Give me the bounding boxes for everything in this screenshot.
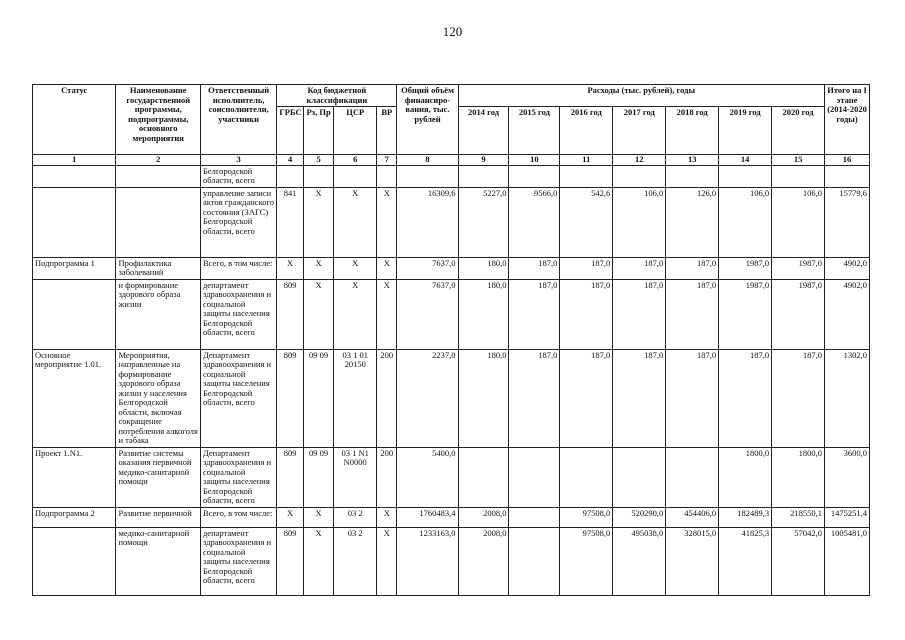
year-value-cell: 180,0 [458,257,509,279]
csr-cell: Х [334,279,377,349]
column-number: 2 [116,155,201,166]
total-stage-cell: 1005481,0 [825,527,870,595]
column-number-row [33,155,870,166]
status-cell: Проект 1.N1. [33,447,116,507]
total-stage-cell: 1475251,4 [825,507,870,527]
rz-pr-cell: Х [303,279,334,349]
header-year: 2020 год [772,107,825,155]
header-status: Статус [33,85,116,155]
csr-cell: Х [334,187,377,257]
vr-cell: 200 [377,349,397,447]
header-budget-code: Код бюджетной классификации [277,85,397,107]
header-responsible: Ответственный исполнитель, соисполнители, участники [200,85,276,155]
status-cell [33,165,116,187]
csr-cell: Х [334,257,377,279]
header-csr: ЦСР [334,107,377,155]
year-value-cell [560,447,613,507]
year-value-cell: 187,0 [666,349,719,447]
name-cell: медико-санитарной помощи [116,527,201,595]
year-value-cell: 187,0 [719,349,772,447]
rz-pr-cell: Х [303,507,334,527]
budget-table [32,84,870,596]
year-value-cell [509,165,560,187]
year-value-cell: 97508,0 [560,507,613,527]
rz-pr-cell: Х [303,527,334,595]
table-row [33,507,870,527]
csr-cell [334,165,377,187]
rz-pr-cell: Х [303,257,334,279]
year-value-cell: 187,0 [613,257,666,279]
name-cell: Профилактика заболеваний [116,257,201,279]
total-volume-cell: 16309,6 [397,187,458,257]
grbs-cell: Х [277,257,303,279]
column-number: 13 [666,155,719,166]
name-cell: Развитие системы оказания первичной медико-санитарной помощи [116,447,201,507]
vr-cell: Х [377,187,397,257]
vr-cell: Х [377,527,397,595]
year-value-cell: 97508,0 [560,527,613,595]
year-value-cell: 9566,0 [509,187,560,257]
table-row [33,447,870,507]
column-number: 8 [397,155,458,166]
year-value-cell [458,447,509,507]
grbs-cell: Х [277,507,303,527]
table-row [33,527,870,595]
year-value-cell: 180,0 [458,349,509,447]
grbs-cell: 841 [277,187,303,257]
column-number: 6 [334,155,377,166]
name-cell [116,187,201,257]
header-grbs: ГРБС [277,107,303,155]
responsible-cell: Департамент здравоохранения и социальной защиты населения Белгородской области, всего [200,349,276,447]
rz-pr-cell [303,165,334,187]
year-value-cell: 187,0 [772,349,825,447]
column-number: 4 [277,155,303,166]
year-value-cell: 1987,0 [772,279,825,349]
vr-cell [377,165,397,187]
column-number: 12 [613,155,666,166]
status-cell: Основное мероприятие 1.01. [33,349,116,447]
year-value-cell: 2008,0 [458,527,509,595]
total-stage-cell: 4902,0 [825,279,870,349]
total-stage-cell: 3600,0 [825,447,870,507]
total-volume-cell: 5400,0 [397,447,458,507]
header-total-stage: Итого на I этапе (2014-2020 годы) [825,85,870,155]
year-value-cell: 454406,0 [666,507,719,527]
year-value-cell [613,165,666,187]
total-volume-cell: 1760483,4 [397,507,458,527]
table-row [33,187,870,257]
total-stage-cell: 15779,6 [825,187,870,257]
year-value-cell: 218550,1 [772,507,825,527]
responsible-cell: управление записи актов гражданского состояния (ЗАГС) Белгородской области, всего [200,187,276,257]
grbs-cell: 809 [277,447,303,507]
status-cell [33,527,116,595]
vr-cell: Х [377,279,397,349]
column-number: 14 [719,155,772,166]
year-value-cell: 495038,0 [613,527,666,595]
rz-pr-cell: 09 09 [303,447,334,507]
year-value-cell: 187,0 [560,279,613,349]
csr-cell: 03 2 [334,527,377,595]
total-volume-cell: 7637,0 [397,279,458,349]
csr-cell: 03 1 01 20150 [334,349,377,447]
year-value-cell: 1800,0 [772,447,825,507]
header-total-volume: Общий объём финансиро-вания, тыс. рублей [397,85,458,155]
total-stage-cell: 1302,0 [825,349,870,447]
year-value-cell [613,447,666,507]
header-year: 2016 год [560,107,613,155]
year-value-cell: 106,0 [613,187,666,257]
year-value-cell: 180,0 [458,279,509,349]
responsible-cell: Белгородской области, всего [200,165,276,187]
year-value-cell: 5227,0 [458,187,509,257]
rz-pr-cell: Х [303,187,334,257]
year-value-cell: 41825,3 [719,527,772,595]
status-cell [33,279,116,349]
status-cell [33,187,116,257]
year-value-cell: 106,0 [772,187,825,257]
total-volume-cell: 2237,0 [397,349,458,447]
year-value-cell: 2008,0 [458,507,509,527]
name-cell: Развитие первичной [116,507,201,527]
year-value-cell: 1987,0 [719,279,772,349]
total-volume-cell: 1233163,0 [397,527,458,595]
year-value-cell [772,165,825,187]
year-value-cell: 187,0 [613,349,666,447]
csr-cell: 03 2 [334,507,377,527]
year-value-cell: 126,0 [666,187,719,257]
year-value-cell: 187,0 [666,257,719,279]
column-number: 15 [772,155,825,166]
year-value-cell: 187,0 [560,257,613,279]
header-year: 2017 год [613,107,666,155]
year-value-cell: 542,6 [560,187,613,257]
total-stage-cell: 4902,0 [825,257,870,279]
grbs-cell: 809 [277,349,303,447]
header-year: 2014 год [458,107,509,155]
year-value-cell: 520290,0 [613,507,666,527]
year-value-cell: 187,0 [509,257,560,279]
year-value-cell: 106,0 [719,187,772,257]
vr-cell: Х [377,257,397,279]
header-year: 2015 год [509,107,560,155]
year-value-cell [666,165,719,187]
column-number: 11 [560,155,613,166]
header-year: 2019 год [719,107,772,155]
name-cell [116,165,201,187]
column-number: 7 [377,155,397,166]
column-number: 1 [33,155,116,166]
year-value-cell [666,447,719,507]
status-cell: Подпрограмма 2 [33,507,116,527]
column-number: 16 [825,155,870,166]
csr-cell: 03 1 N1 N0000 [334,447,377,507]
table-row [33,165,870,187]
year-value-cell [509,447,560,507]
grbs-cell: 809 [277,527,303,595]
grbs-cell [277,165,303,187]
year-value-cell: 1987,0 [719,257,772,279]
year-value-cell: 328015,0 [666,527,719,595]
rz-pr-cell: 09 09 [303,349,334,447]
total-volume-cell [397,165,458,187]
vr-cell: Х [377,507,397,527]
year-value-cell [719,165,772,187]
header-year: 2018 год [666,107,719,155]
year-value-cell [458,165,509,187]
year-value-cell: 1987,0 [772,257,825,279]
year-value-cell [509,527,560,595]
table-row [33,349,870,447]
table-row [33,279,870,349]
year-value-cell [560,165,613,187]
year-value-cell: 187,0 [509,349,560,447]
column-number: 3 [200,155,276,166]
year-value-cell: 187,0 [509,279,560,349]
year-value-cell: 187,0 [666,279,719,349]
page-number: 120 [442,24,463,39]
responsible-cell: департамент здравоохранения и социальной защиты населения Белгородской области, всего [200,279,276,349]
column-number: 5 [303,155,334,166]
year-value-cell: 187,0 [613,279,666,349]
responsible-cell: департамент здравоохранения и социальной защиты населения Белгородской области, всего [200,527,276,595]
year-value-cell: 57042,0 [772,527,825,595]
header-rz-pr: Рз, Пр [303,107,334,155]
year-value-cell [509,507,560,527]
column-number: 9 [458,155,509,166]
total-volume-cell: 7637,0 [397,257,458,279]
responsible-cell: Департамент здравоохранения и социальной защиты населения Белгородской области, всего [200,447,276,507]
name-cell: Мероприятия, направленные на формирование здорового образа жизни у населения Белгородской области, включая сокращение потребления алкоголя и табака [116,349,201,447]
year-value-cell: 187,0 [560,349,613,447]
year-value-cell: 182489,3 [719,507,772,527]
header-vr: ВР [377,107,397,155]
vr-cell: 200 [377,447,397,507]
responsible-cell: Всего, в том числе: [200,507,276,527]
total-stage-cell [825,165,870,187]
year-value-cell: 1800,0 [719,447,772,507]
name-cell: и формирование здорового образа жизни [116,279,201,349]
table-row [33,257,870,279]
header-expenses: Расходы (тыс. рублей), годы [458,85,825,107]
status-cell: Подпрограмма 1 [33,257,116,279]
grbs-cell: 809 [277,279,303,349]
responsible-cell: Всего, в том числе: [200,257,276,279]
column-number: 10 [509,155,560,166]
header-name: Наименование государственной программы, подпрограммы, основного мероприятия [116,85,201,155]
